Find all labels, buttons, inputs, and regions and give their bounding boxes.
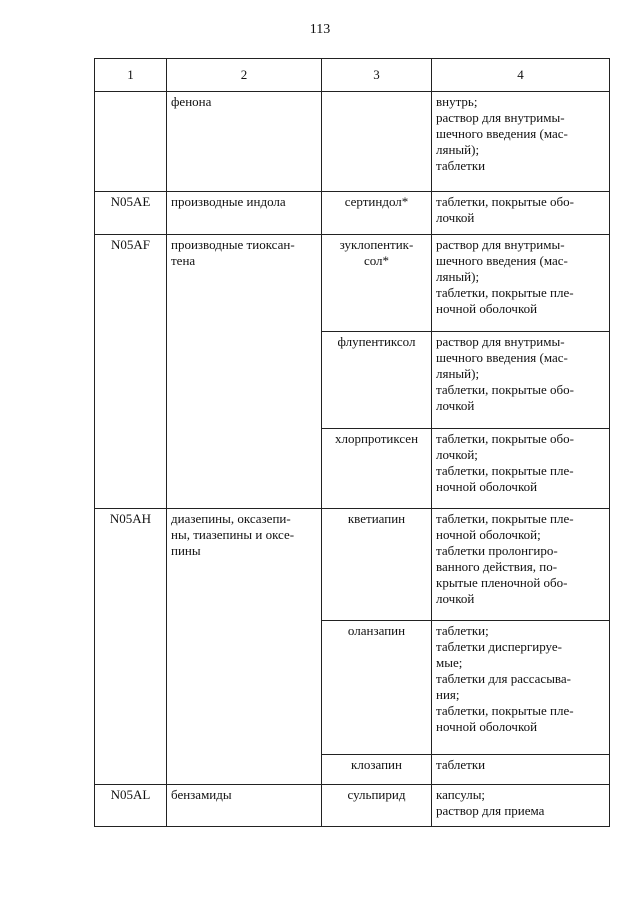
table-row [95,235,610,332]
drug-name-cell: сульпирид [322,785,432,827]
drug-name-cell: оланзапин [322,621,432,755]
dosage-form-cell: таблетки; таблетки диспергируе- мые; таблетки для рассасыва- ния; таблетки, покрытые пле- ночной оболочкой [432,621,610,755]
column-header-2: 2 [167,59,322,92]
column-header-1: 1 [95,59,167,92]
drug-name-cell: кветиапин [322,509,432,621]
drug-name-cell: клозапин [322,755,432,785]
atc-code-cell [95,92,167,192]
drug-classification-table [94,58,610,827]
header-row [95,59,610,92]
atc-code-cell: N05AH [95,509,167,785]
table-row [95,92,610,192]
table-row [95,785,610,827]
dosage-form-cell: капсулы; раствор для приема [432,785,610,827]
atc-code-cell: N05AF [95,235,167,509]
page-number: 113 [309,22,331,37]
dosage-form-cell: таблетки [432,755,610,785]
drug-name-cell [322,92,432,192]
drug-name-cell: зуклопентик- сол* [322,235,432,332]
dosage-form-cell: таблетки, покрытые обо- лочкой; таблетки, покрытые пле- ночной оболочкой [432,429,610,509]
table-row [95,509,610,621]
atc-code-cell: N05AL [95,785,167,827]
table-row [95,192,610,235]
column-header-3: 3 [322,59,432,92]
dosage-form-cell: внутрь; раствор для внутримы- шечного введения (мас- ляный); таблетки [432,92,610,192]
group-name-cell: фенона [167,92,322,192]
group-name-cell: производные индола [167,192,322,235]
column-header-4: 4 [432,59,610,92]
drug-name-cell: сертиндол* [322,192,432,235]
dosage-form-cell: таблетки, покрытые обо- лочкой [432,192,610,235]
group-name-cell: бензамиды [167,785,322,827]
group-name-cell: производные тиоксан- тена [167,235,322,509]
dosage-form-cell: раствор для внутримы- шечного введения (мас- ляный); таблетки, покрытые пле- ночной оболочкой [432,235,610,332]
drug-name-cell: хлорпротиксен [322,429,432,509]
dosage-form-cell: таблетки, покрытые пле- ночной оболочкой; таблетки пролонгиро- ванного действия, по- крытые пленочной обо- лочкой [432,509,610,621]
group-name-cell: диазепины, оксазепи- ны, тиазепины и оксе- пины [167,509,322,785]
dosage-form-cell: раствор для внутримы- шечного введения (мас- ляный); таблетки, покрытые обо- лочкой [432,332,610,429]
drug-name-cell: флупентиксол [322,332,432,429]
atc-code-cell: N05AE [95,192,167,235]
